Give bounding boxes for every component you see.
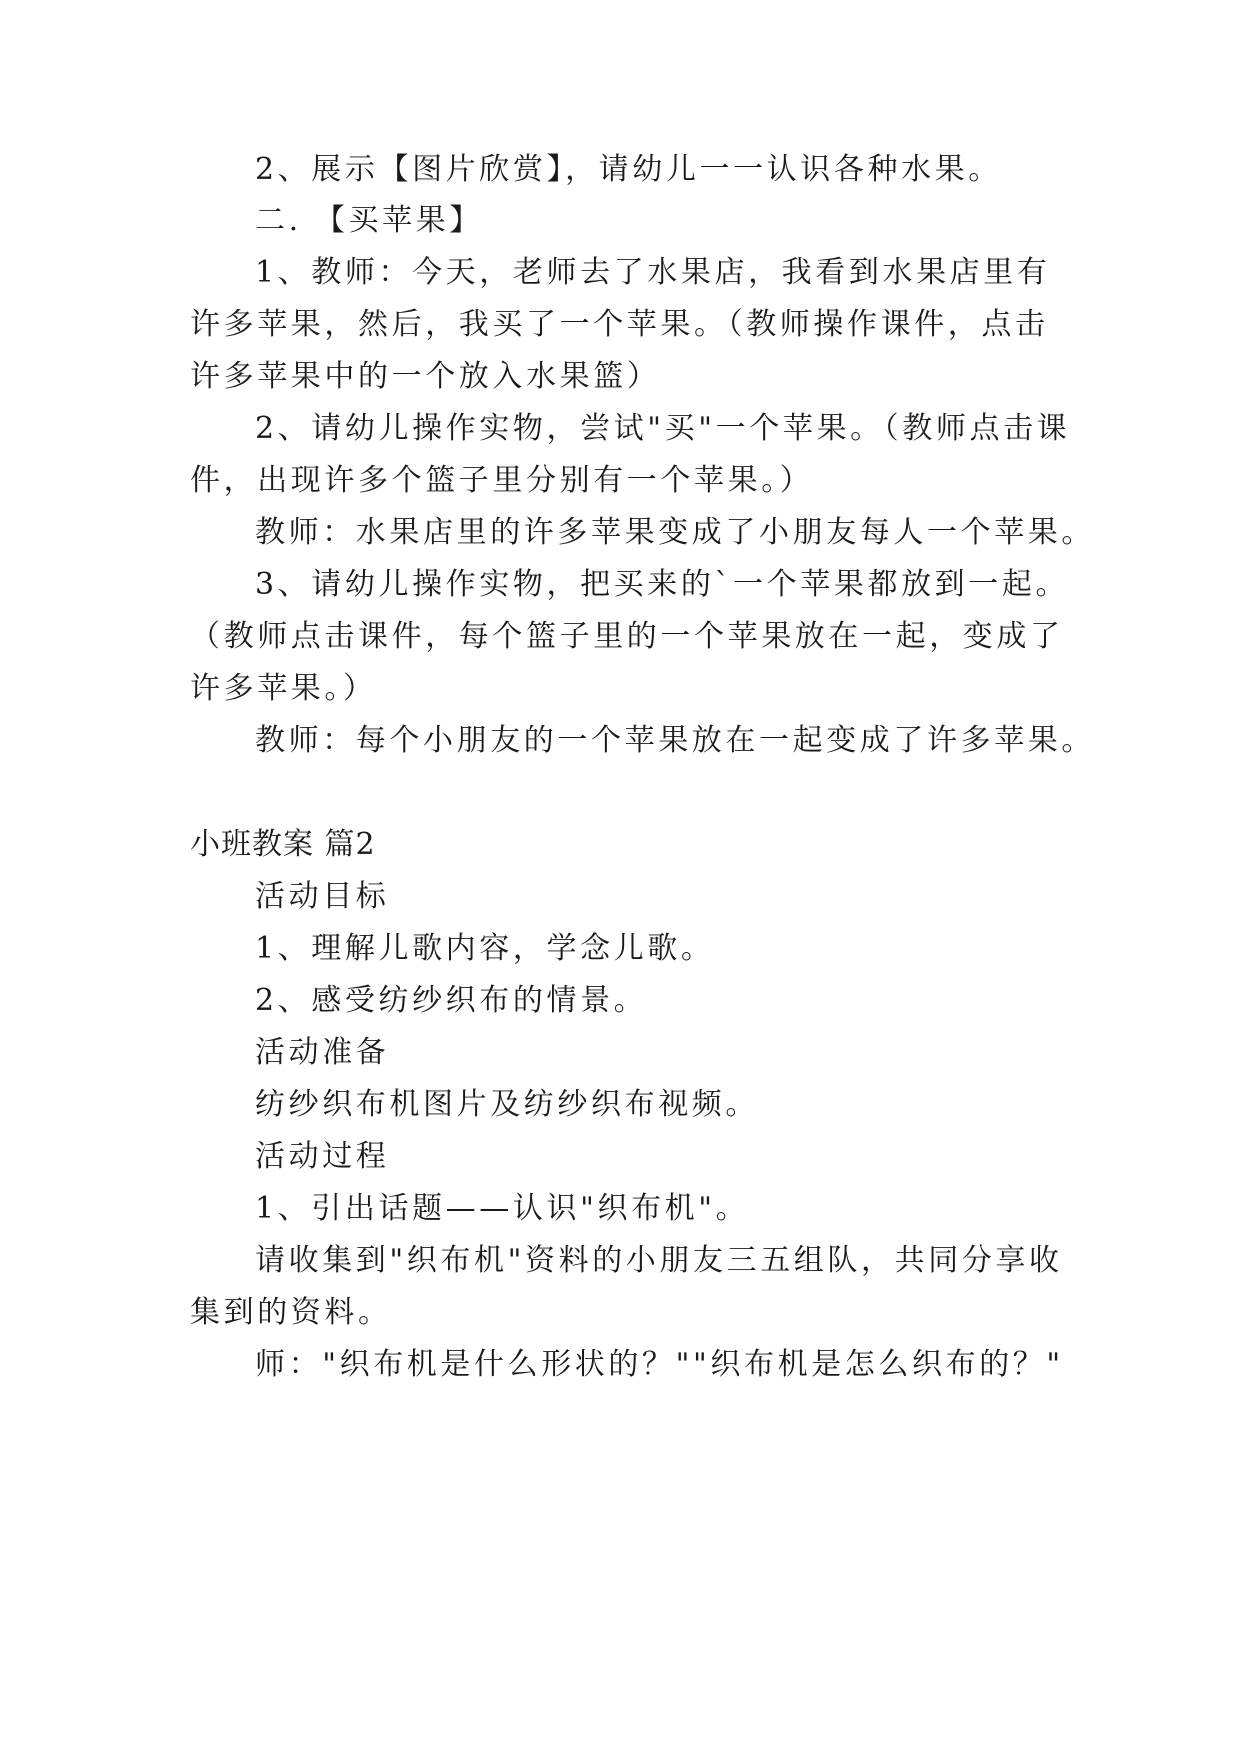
paragraph-line: 1、教师：今天，老师去了水果店，我看到水果店里有 (255, 255, 1051, 290)
paragraph-line: 许多苹果，然后，我买了一个苹果。（教师操作课件，点击 (190, 307, 1049, 342)
paragraph-line: 2、请幼儿操作实物，尝试"买"一个苹果。（教师点击课 (255, 411, 1071, 446)
paragraph-line: 纺纱织布机图片及纺纱织布视频。 (255, 1087, 759, 1122)
paragraph-line: 请收集到"织布机"资料的小朋友三五组队，共同分享收 (255, 1243, 1063, 1278)
paragraph-line: 3、请幼儿操作实物，把买来的`一个苹果都放到一起。 (255, 567, 1070, 602)
paragraph-line: 2、展示【图片欣赏】，请幼儿一一认识各种水果。 (255, 152, 1002, 187)
paragraph-line: 2、感受纺纱织布的情景。 (255, 983, 648, 1018)
paragraph-line: 教师：每个小朋友的一个苹果放在一起变成了许多苹果。 (255, 723, 1095, 758)
paragraph-line: （教师点击课件，每个篮子里的一个苹果放在一起，变成了 (190, 619, 1064, 654)
paragraph-line: 集到的资料。 (190, 1295, 392, 1330)
section-heading: 活动过程 (255, 1139, 390, 1174)
paragraph-line: 许多苹果中的一个放入水果篮） (190, 359, 661, 394)
section-heading: 活动目标 (255, 879, 390, 914)
section-heading: 活动准备 (255, 1035, 390, 1070)
article-title: 小班教案 篇2 (190, 827, 376, 862)
paragraph-line: 件，出现许多个篮子里分别有一个苹果。） (190, 463, 814, 498)
paragraph-line: 许多苹果。） (190, 671, 377, 706)
section-heading: 二. 【买苹果】 (255, 203, 483, 238)
paragraph-line: 师："织布机是什么形状的？""织布机是怎么织布的？" (255, 1347, 1064, 1382)
paragraph-line: 1、引出话题——认识"织布机"。 (255, 1191, 750, 1226)
paragraph-line: 教师：水果店里的许多苹果变成了小朋友每人一个苹果。 (255, 515, 1095, 550)
paragraph-line: 1、理解儿歌内容，学念儿歌。 (255, 931, 715, 966)
